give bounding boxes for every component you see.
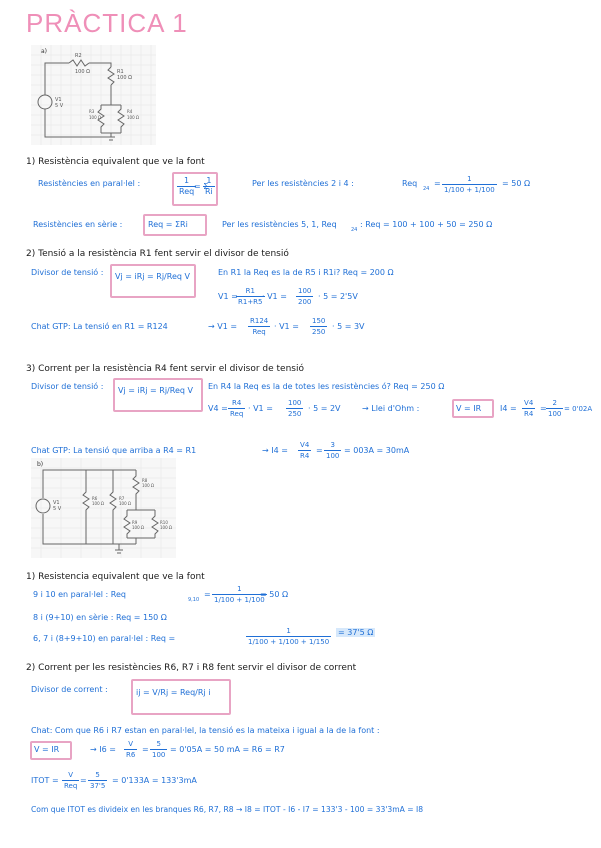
svg-text:R9: R9: [132, 520, 138, 525]
divisor-formula-box-2: [113, 378, 203, 412]
svg-text:R2: R2: [75, 53, 82, 59]
parallel-label: Resistències en paral·lel :: [38, 179, 141, 188]
svg-text:100 Ω: 100 Ω: [132, 525, 144, 530]
svg-text:R4: R4: [127, 109, 133, 114]
circuit-b-diagram: [31, 458, 176, 558]
divisor-formula-box: [110, 264, 196, 298]
svg-text:V1: V1: [55, 97, 62, 103]
section-2-heading: 2) Tensió a la resistència R1 fent servir el divisor de tensió: [26, 249, 289, 259]
page-title: PRÀCTICA 1: [26, 8, 188, 38]
svg-text:100 Ω: 100 Ω: [75, 69, 90, 75]
circuit-b-label: b): [37, 461, 44, 468]
svg-text:5 V: 5 V: [55, 103, 64, 109]
svg-text:100 Ω: 100 Ω: [89, 115, 101, 120]
circuit-a-label: a): [41, 48, 48, 55]
svg-text:R6: R6: [92, 496, 98, 501]
section-b2-heading: 2) Corrent per les resistències R6, R7 i R8 fent servir el divisor de corrent: [26, 663, 357, 673]
svg-text:R8: R8: [142, 478, 148, 483]
svg-text:100 Ω: 100 Ω: [142, 483, 154, 488]
current-divisor-box: [131, 679, 231, 715]
section-1-heading: 1) Resistència equivalent que ve la font: [26, 157, 205, 167]
svg-text:100 Ω: 100 Ω: [92, 501, 104, 506]
svg-text:R1: R1: [117, 69, 124, 75]
svg-text:R10: R10: [160, 520, 168, 525]
parallel-text: Per les resistències 2 i 4 :: [252, 179, 354, 188]
svg-text:V1: V1: [53, 500, 60, 506]
svg-text:100 Ω: 100 Ω: [127, 115, 139, 120]
svg-text:100 Ω: 100 Ω: [119, 501, 131, 506]
circuit-a-diagram: [31, 45, 156, 145]
svg-text:R7: R7: [119, 496, 125, 501]
svg-text:R3: R3: [89, 109, 95, 114]
svg-text:100 Ω: 100 Ω: [117, 75, 132, 81]
svg-text:5 V: 5 V: [53, 506, 62, 512]
section-b1-heading: 1) Resistencia equivalent que ve la font: [26, 572, 205, 582]
series-label: Resistències en sèrie :: [33, 220, 123, 229]
svg-text:100 Ω: 100 Ω: [160, 525, 172, 530]
section-3-heading: 3) Corrent per la resistència R4 fent servir el divisor de tensió: [26, 364, 304, 374]
